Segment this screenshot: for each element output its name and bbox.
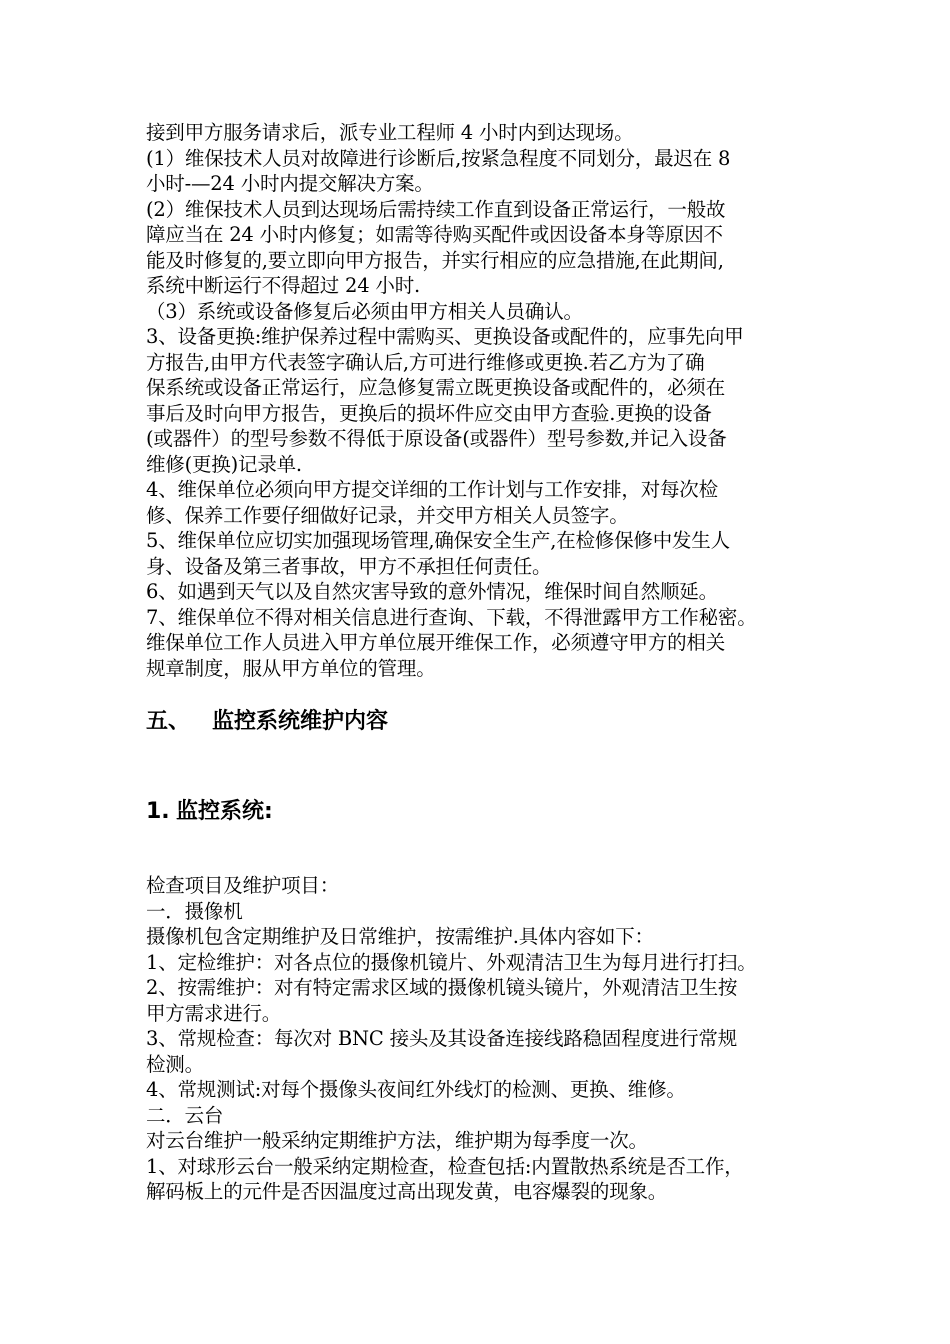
subsection-number: 1. [146, 799, 170, 824]
paragraph-line: 二．云台 [146, 1103, 224, 1127]
paragraph-line: 7、维保单位不得对相关信息进行查询、下载，不得泄露甲方工作秘密。 [146, 605, 757, 629]
body-text-bottom [146, 873, 826, 1205]
body-text-top [146, 120, 826, 681]
paragraph-line: 4、维保单位必须向甲方提交详细的工作计划与工作安排，对每次检 [146, 478, 718, 501]
subsection-heading [146, 794, 273, 825]
section-title: 监控系统维护内容 [212, 709, 389, 734]
paragraph-line: 接到甲方服务请求后，派专业工程师 4 小时内到达现场。 [146, 121, 634, 144]
paragraph-line: 5、维保单位应切实加强现场管理,确保安全生产,在检修保修中发生人 [146, 529, 730, 552]
paragraph-line: 6、如遇到天气以及自然灾害导致的意外情况，维保时间自然顺延。 [146, 580, 718, 603]
paragraph-line: 2、按需维护：对有特定需求区域的摄像机镜头镜片，外观清洁卫生按 [146, 976, 738, 999]
section-number: 五、 [146, 709, 191, 734]
paragraph-line: 1、定检维护：对各点位的摄像机镜片、外观清洁卫生为每月进行打扫。 [146, 950, 757, 974]
paragraph-line: (2）维保技术人员到达现场后需持续工作直到设备正常运行，一般故 [146, 197, 726, 221]
paragraph-line: 身、设备及第三者事故，甲方不承担任何责任。 [146, 554, 552, 578]
paragraph-line: 3、常规检查：每次对 BNC 接头及其设备连接线路稳固程度进行常规 [146, 1027, 738, 1050]
paragraph-line: 4、常规测试:对每个摄像头夜间红外线灯的检测、更换、维修。 [146, 1078, 686, 1101]
paragraph-line: 1、对球形云台一般采纳定期检查，检查包括:内置散热系统是否工作， [146, 1154, 744, 1178]
paragraph-line: (1）维保技术人员对故障进行诊断后,按紧急程度不同划分，最迟在 8 [146, 146, 731, 170]
paragraph-line: 一．摄像机 [146, 899, 243, 923]
paragraph-line: 规章制度，服从甲方单位的管理。 [146, 656, 436, 680]
paragraph-line: （3）系统或设备修复后必须由甲方相关人员确认。 [146, 299, 583, 323]
subsection-title: 监控系统: [176, 799, 273, 824]
paragraph-line: 检查项目及维护项目： [146, 874, 340, 897]
paragraph-line: 保系统或设备正常运行，应急修复需立既更换设备或配件的，必须在 [146, 376, 726, 399]
paragraph-line: 维保单位工作人员进入甲方单位展开维保工作，必须遵守甲方的相关 [146, 631, 726, 654]
paragraph-line: 方报告,由甲方代表签字确认后,方可进行维修或更换.若乙方为了确 [146, 350, 705, 374]
paragraph-line: 系统中断运行不得超过 24 小时. [146, 274, 421, 297]
paragraph-line: 障应当在 24 小时内修复；如需等待购买配件或因设备本身等原因不 [146, 223, 723, 246]
paragraph-line: 能及时修复的,要立即向甲方报告，并实行相应的应急措施,在此期间, [146, 248, 724, 272]
paragraph-line: 小时-—24 小时内提交解决方案。 [146, 172, 434, 195]
paragraph-line: 3、设备更换:维护保养过程中需购买、更换设备或配件的，应事先向甲 [146, 325, 744, 348]
paragraph-line: 维修(更换)记录单. [146, 452, 302, 476]
paragraph-line: 摄像机包含定期维护及日常维护，按需维护.具体内容如下： [146, 925, 654, 948]
paragraph-line: 检测。 [146, 1052, 204, 1076]
paragraph-line: 解码板上的元件是否因温度过高出现发黄，电容爆裂的现象。 [146, 1180, 668, 1203]
paragraph-line: 修、保养工作要仔细做好记录，并交甲方相关人员签字。 [146, 503, 629, 527]
paragraph-line: 事后及时向甲方报告，更换后的损坏件应交由甲方查验.更换的设备 [146, 401, 712, 425]
section-heading [146, 704, 388, 735]
paragraph-line: 对云台维护一般采纳定期维护方法，维护期为每季度一次。 [146, 1129, 648, 1152]
paragraph-line: 甲方需求进行。 [146, 1001, 282, 1025]
paragraph-line: (或器件）的型号参数不得低于原设备(或器件）型号参数,并记入设备 [146, 427, 727, 450]
